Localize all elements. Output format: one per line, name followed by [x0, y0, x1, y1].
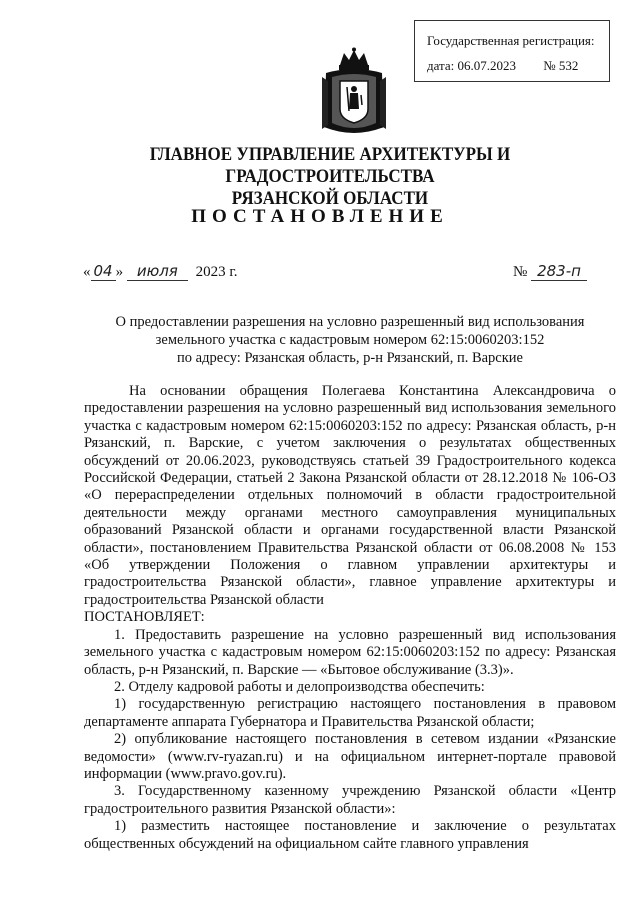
date-year: 2023 г.: [195, 264, 238, 280]
document-number: [513, 262, 587, 281]
item-1: 1. Предоставить разрешение на условно разрешенный вид использования земельного участка с кадастровым номером 62:15:0060203:152 по адресу: Рязанская область, р-н Рязанский, п. Варские — «Бытовое обслуживание (3.3)».: [84, 626, 616, 678]
item-3: 3. Государственному казенному учреждению Рязанской области «Центр градостроительного развития Рязанской области»:: [84, 783, 616, 817]
registration-stamp: [414, 20, 610, 82]
number-value: 283-п: [531, 262, 587, 281]
item-3-1: 1) разместить настоящее постановление и заключение о результатах общественных обсуждений на официальном сайте главного управления: [84, 818, 616, 852]
item-2: 2. Отделу кадровой работы и делопроизводства обеспечить:: [114, 678, 485, 695]
date-day: 04: [91, 262, 116, 281]
date-close-quote: »: [115, 264, 124, 280]
registration-details: [427, 53, 609, 78]
organization-line-1: ГЛАВНОЕ УПРАВЛЕНИЕ АРХИТЕКТУРЫ И ГРАДОСТРОИТЕЛЬСТВА: [149, 145, 511, 187]
decree-word: ПОСТАНОВЛЯЕТ:: [84, 609, 205, 626]
organization-line-2: РЯЗАНСКОЙ ОБЛАСТИ: [231, 189, 429, 209]
preamble-paragraph: На основании обращения Полегаева Константина Александровича о предоставлении разрешения на условно разрешенный вид использования земельного участка с кадастровым номером 62:15:0060203:152 по адресу: Рязанская область, р-н Рязанский, п. Варские, с учетом заключения о результатах общественных обсуждений от 20.06.2023, руководствуясь статьей 39 Градостроительного кодекса Российской Федерации, статьей 2 Закона Рязанской области от 28.12.2018 № 106-ОЗ «О перераспределении отдельных полномочий в области градостроительной деятельности между органами местного самоуправления муниципальных образований Рязанской области и органами государственной власти Рязанской области», постановлением Правительства Рязанской области от 06.08.2008 № 153 «Об утверждении Положения о главном управлении архитектуры и градостроительства Рязанской области», главное управление архитектуры и градостроительства Рязанской области: [84, 383, 616, 608]
date-month: июля: [127, 262, 188, 281]
subject-line-1: О предоставлении разрешения на условно разрешенный вид использования: [115, 314, 585, 330]
document-body: [84, 383, 616, 853]
ryazan-coat-of-arms-icon: [318, 47, 390, 141]
subject-line-2: земельного участка с кадастровым номером 62:15:0060203:152: [155, 332, 545, 348]
subject-line-3: по адресу: Рязанская область, р-н Рязанский, п. Варские: [177, 350, 523, 366]
registration-date: дата: 06.07.2023: [427, 58, 517, 73]
organization-name: [82, 144, 579, 210]
document-date: [83, 262, 238, 281]
item-2-1: 1) государственную регистрацию настоящего постановления в правовом департаменте аппарата Губернатора и Правительства Рязанской области;: [84, 696, 616, 730]
document-type: ПОСТАНОВЛЕНИЕ: [191, 206, 449, 227]
item-2-2: 2) опубликование настоящего постановления в сетевом издании «Рязанские ведомости» (www.rv-ryazan.ru) и на официальном интернет-портале правовой информации (www.pravo.gov.ru).: [84, 731, 616, 782]
registration-label: Государственная регистрация:: [427, 33, 595, 48]
number-prefix: №: [513, 264, 528, 280]
registration-number: № 532: [543, 58, 579, 73]
date-open-quote: «: [83, 264, 91, 280]
document-subject: [100, 313, 600, 367]
